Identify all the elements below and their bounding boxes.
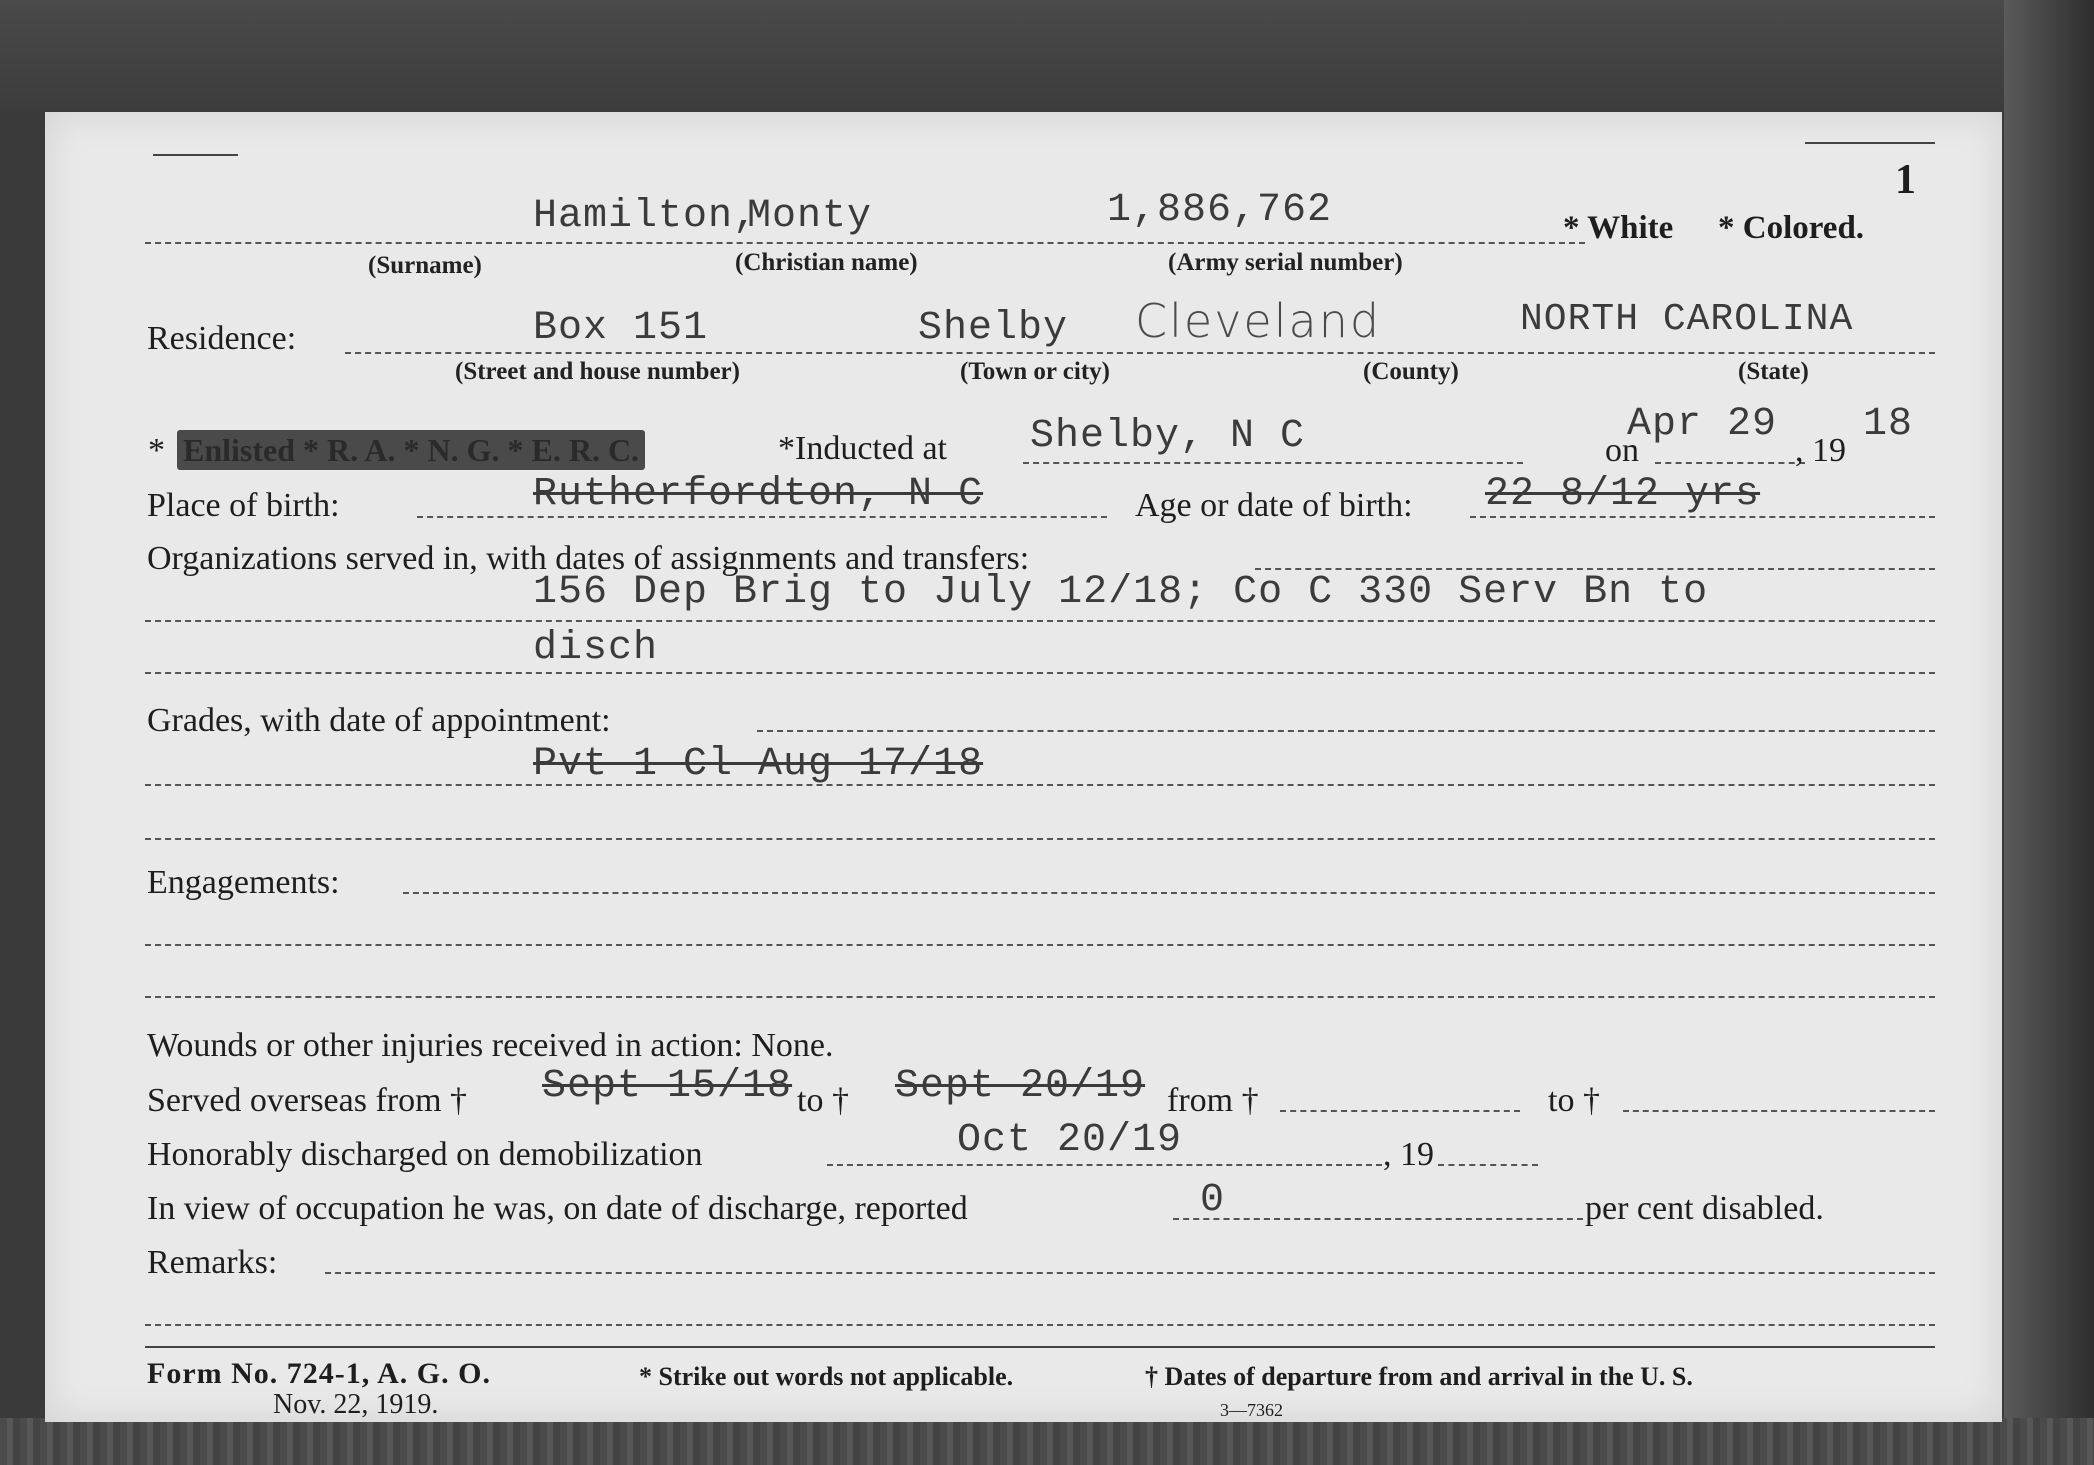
corner-mark-right bbox=[1805, 142, 1935, 144]
overseas-to-label-2: to † bbox=[1548, 1082, 1600, 1119]
grades-label: Grades, with date of appointment: bbox=[147, 702, 611, 739]
grades-label-line bbox=[757, 730, 1935, 732]
organizations-line-2: disch bbox=[533, 626, 659, 671]
engagements-label-line bbox=[403, 892, 1935, 894]
corner-mark-left bbox=[153, 154, 238, 156]
caption-army-serial: (Army serial number) bbox=[1168, 249, 1403, 276]
overseas-to-value: Sept 20/19 bbox=[895, 1064, 1146, 1109]
birth-place-line bbox=[417, 516, 1107, 518]
remarks-line-1 bbox=[325, 1272, 1935, 1274]
discharge-year-line bbox=[1438, 1164, 1538, 1166]
caption-street: (Street and house number) bbox=[455, 358, 740, 385]
age-line bbox=[1470, 516, 1935, 518]
disability-label: In view of occupation he was, on date of discharge, reported bbox=[147, 1190, 968, 1227]
footnote-strike: * Strike out words not applicable. bbox=[639, 1362, 1014, 1391]
organizations-rule-1 bbox=[145, 620, 1935, 622]
engagements-rule-1 bbox=[145, 944, 1935, 946]
street-value: Box 151 bbox=[533, 306, 709, 351]
county-value: Cleveland bbox=[1135, 294, 1382, 348]
state-value: NORTH CAROLINA bbox=[1520, 298, 1854, 341]
form-date: Nov. 22, 1919. bbox=[273, 1389, 439, 1420]
discharge-date-value: Oct 20/19 bbox=[957, 1118, 1183, 1163]
town-value: Shelby bbox=[918, 306, 1069, 351]
year-prefix: , 19 bbox=[1795, 432, 1846, 469]
grades-rule-2 bbox=[145, 838, 1935, 840]
race-colored: * Colored. bbox=[1718, 210, 1865, 246]
overseas-to-2-line bbox=[1623, 1110, 1935, 1112]
caption-christian-name: (Christian name) bbox=[735, 249, 918, 276]
christian-name-value: Monty bbox=[747, 194, 873, 239]
overseas-from-label-2: from † bbox=[1167, 1082, 1259, 1119]
disability-line bbox=[1173, 1218, 1583, 1220]
enlisted-asterisk: * bbox=[148, 432, 165, 469]
grades-rule-1 bbox=[145, 784, 1935, 786]
inducted-year-value: 18 bbox=[1863, 402, 1914, 447]
scan-background-top bbox=[0, 0, 2094, 112]
scan-background-right bbox=[2004, 0, 2094, 1465]
caption-surname: (Surname) bbox=[368, 252, 482, 279]
inducted-place-line bbox=[1023, 462, 1523, 464]
disability-value: 0 bbox=[1200, 1178, 1226, 1223]
caption-state: (State) bbox=[1738, 358, 1809, 385]
remarks-label: Remarks: bbox=[147, 1244, 278, 1281]
overseas-from-value: Sept 15/18 bbox=[542, 1064, 793, 1109]
inducted-date-value: Apr 29 bbox=[1627, 402, 1778, 447]
birth-place-label: Place of birth: bbox=[147, 487, 340, 524]
birth-place-value: Rutherfordton, N C bbox=[533, 472, 984, 517]
age-value: 22 8/12 yrs bbox=[1485, 472, 1761, 517]
grades-line-1: Pvt 1 Cl Aug 17/18 bbox=[533, 742, 984, 787]
overseas-to-label: to † bbox=[797, 1082, 849, 1119]
army-serial-value: 1,886,762 bbox=[1107, 188, 1333, 233]
overseas-label: Served overseas from † bbox=[147, 1082, 468, 1119]
card-number: 1 bbox=[1895, 157, 1916, 203]
form-number: Form No. 724-1, A. G. O. bbox=[147, 1357, 491, 1390]
on-label: on bbox=[1605, 432, 1639, 469]
service-record-card bbox=[45, 112, 2002, 1422]
residence-line bbox=[345, 352, 1935, 354]
name-line bbox=[145, 242, 1585, 244]
race-white: * White bbox=[1563, 210, 1674, 246]
residence-label: Residence: bbox=[147, 320, 297, 357]
surname-value: Hamilton, bbox=[533, 194, 759, 239]
remarks-line-2 bbox=[145, 1324, 1935, 1326]
organizations-rule-2 bbox=[145, 672, 1935, 674]
caption-county: (County) bbox=[1363, 358, 1459, 385]
wounds-label: Wounds or other injuries received in action: None. bbox=[147, 1027, 834, 1064]
discharge-date-line bbox=[827, 1164, 1382, 1166]
organizations-line-1: 156 Dep Brig to July 12/18; Co C 330 Serv Bn to bbox=[533, 570, 1709, 615]
caption-town: (Town or city) bbox=[960, 358, 1110, 385]
age-label: Age or date of birth: bbox=[1135, 487, 1413, 524]
print-code: 3—7362 bbox=[1220, 1400, 1283, 1420]
enlisted-options-struck: Enlisted * R. A. * N. G. * E. R. C. bbox=[177, 430, 645, 470]
organizations-label: Organizations served in, with dates of assignments and transfers: bbox=[147, 540, 1030, 577]
inducted-date-line bbox=[1655, 462, 1805, 464]
footnote-dates: † Dates of departure from and arrival in the U. S. bbox=[1145, 1362, 1693, 1391]
disability-suffix: per cent disabled. bbox=[1585, 1190, 1824, 1227]
inducted-place-value: Shelby, N C bbox=[1030, 414, 1306, 459]
overseas-from-2-line bbox=[1280, 1110, 1520, 1112]
engagements-label: Engagements: bbox=[147, 864, 340, 901]
inducted-label: *Inducted at bbox=[778, 430, 947, 467]
footer-rule bbox=[145, 1346, 1935, 1348]
discharged-label: Honorably discharged on demobilization bbox=[147, 1136, 703, 1173]
discharge-year-label: , 19 bbox=[1383, 1136, 1434, 1173]
engagements-rule-2 bbox=[145, 996, 1935, 998]
scan-background-bottom bbox=[0, 1418, 2094, 1465]
